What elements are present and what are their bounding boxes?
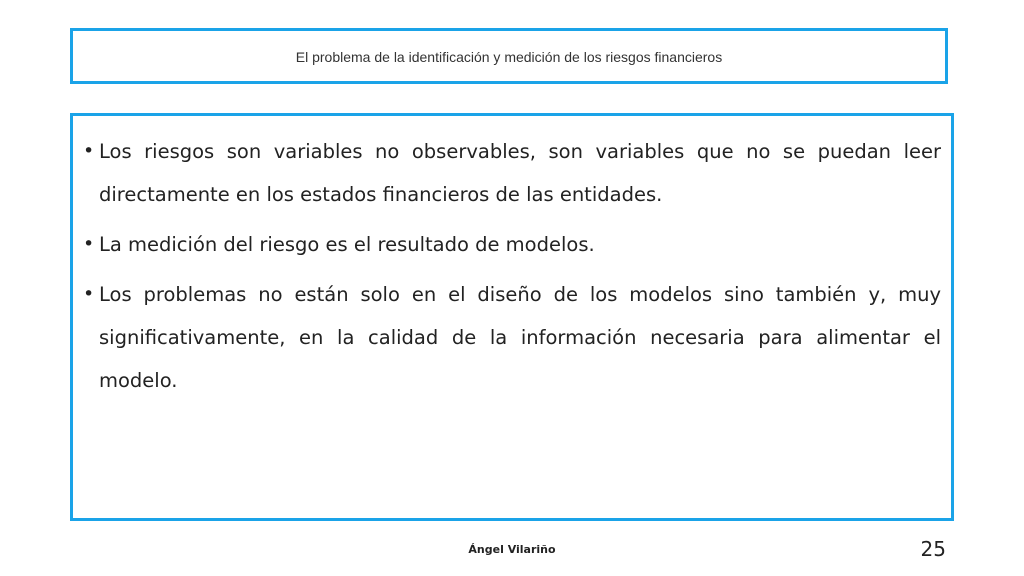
- bullet-icon: •: [83, 140, 95, 162]
- bullet-icon: •: [83, 233, 95, 255]
- content-box: [70, 113, 954, 521]
- bullet-item: [83, 273, 941, 402]
- bullet-text: Los riesgos son variables no observables, son variables que no se puedan leer directamente en los estados financieros de las entidades.: [99, 140, 941, 206]
- bullet-item: [83, 223, 941, 266]
- page-number: 25: [920, 537, 946, 561]
- footer-author: Ángel Vilariño: [468, 543, 556, 556]
- slide-title: El problema de la identificación y medición de los riesgos financieros: [295, 49, 723, 65]
- bullet-text: La medición del riesgo es el resultado de modelos.: [99, 233, 595, 256]
- title-box: [70, 28, 948, 84]
- bullet-list: [83, 130, 941, 402]
- bullet-icon: •: [83, 283, 95, 305]
- bullet-item: [83, 130, 941, 216]
- bullet-text: Los problemas no están solo en el diseño de los modelos sino también y, muy significativamente, en la calidad de la información necesaria para alimentar el modelo.: [99, 283, 941, 392]
